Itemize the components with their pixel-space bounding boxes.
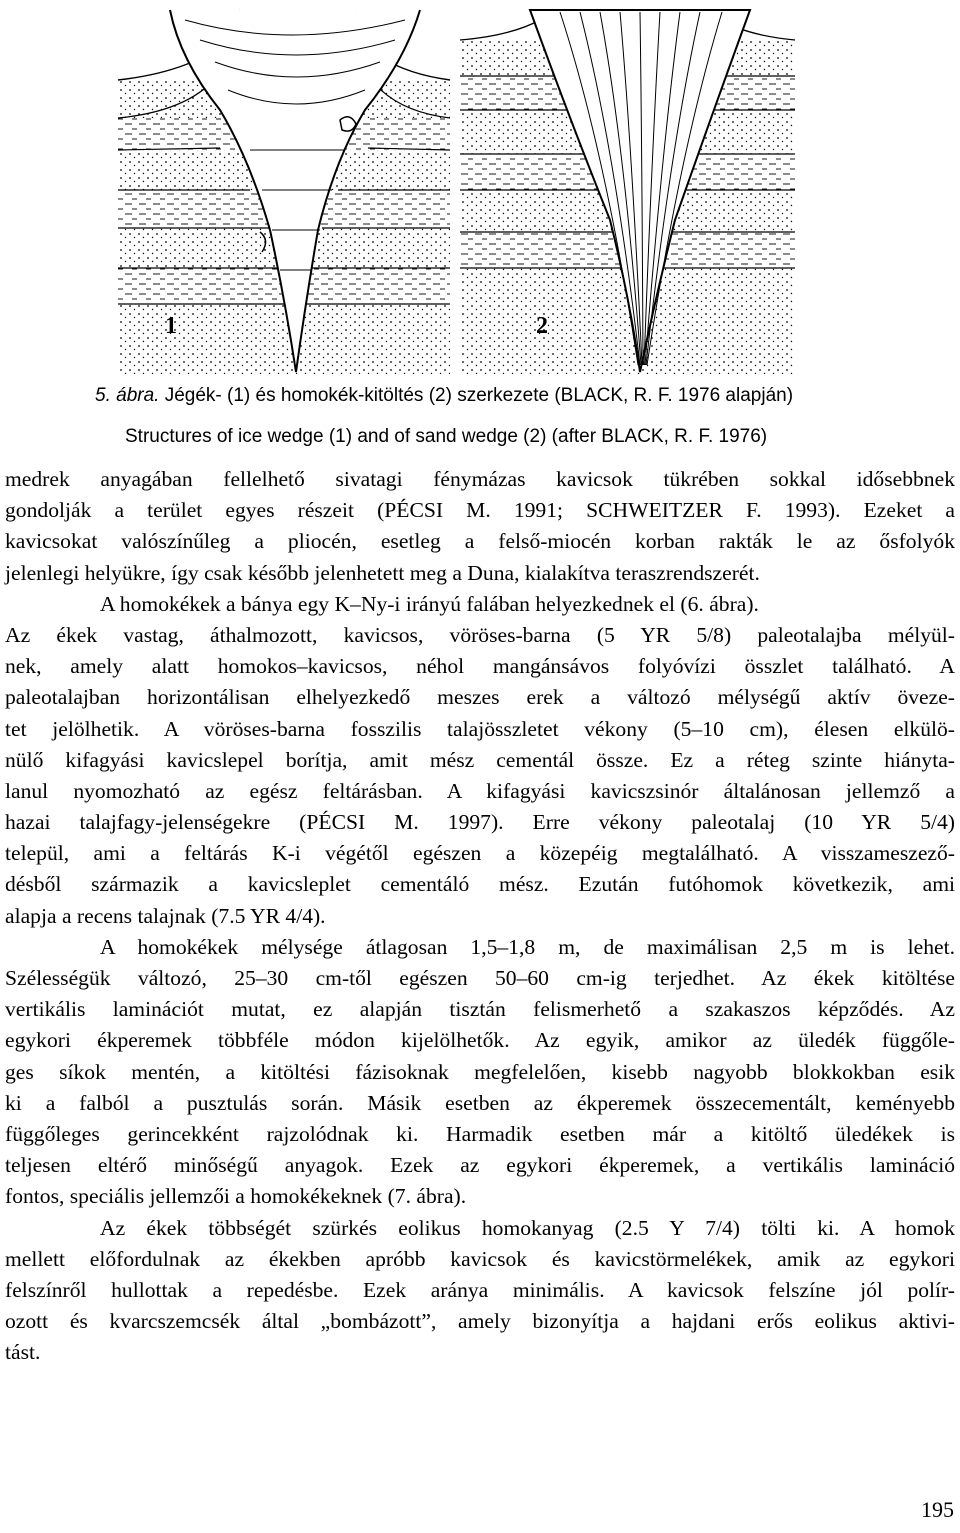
text-line: mellett előfordulnak az ékekben apróbb kavicsok és kavicstörmelékek, amik az egykori [5,1246,955,1271]
text-line: függőleges gerincekként rajzolódnak ki. Harmadik esetben már a kitöltő üledékek is [5,1121,955,1146]
text-line: nülő kifagyási kavicslepel borítja, amit mész cementál össze. Ez a réteg szinte hiányta- [5,747,955,772]
caption-hungarian-text: Jégék- (1) és homokék-kitöltés (2) szerkezete (BLACK, R. F. 1976 alapján) [159,385,794,406]
text-line: Szélességük változó, 25–30 cm-től egészen 50–60 cm-ig terjedhet. Az ékek kitöltése [5,966,955,991]
text-line: lanul nyomozható az egész feltárásban. A kifagyási kavicszsinór általánosan jellemző a [5,778,955,803]
paragraph-1 [5,464,955,589]
text-line: teljesen eltérő minőségű anyagok. Ezek az egykori ékperemek, a vertikális lamináció [5,1153,955,1178]
text-line: gondolják a terület egyes részeit (PÉCSI M. 1991; SCHWEITZER F. 1993). Ezeket a [5,498,955,523]
text-line: A homokékek mélysége átlagosan 1,5–1,8 m, de maximálisan 2,5 m is lehet. [100,934,955,959]
text-line: alapja a recens talajnak (7.5 YR 4/4). [5,903,326,928]
text-line: A homokékek a bánya egy K–Ny-i irányú falában helyezkednek el (6. ábra). [100,591,759,616]
text-line: nek, amely alatt homokos–kavicsos, néhol mangánsávos folyóvízi összlet található. A [5,654,955,679]
text-line: tást. [5,1340,41,1365]
text-line: medrek anyagában fellelhető sivatagi fénymázas kavicsok tükrében sokkal idősebbnek [5,467,955,491]
panel-2-label: 2 [536,313,548,339]
text-line: hazai talajfagy-jelenségekre (PÉCSI M. 1997). Erre vékony paleotalaj (10 YR 5/4) [5,810,955,835]
body-text [5,464,955,1369]
page-number: 195 [921,1497,954,1522]
text-line: települ, ami a feltárás K-i végétől egészen a közepéig megtalálható. A visszameszező- [5,841,955,866]
wedge-figure [110,0,800,378]
sand-wedge-panel [460,8,795,374]
paragraph-3 [5,932,955,1213]
paragraph-2 [5,589,955,932]
text-line: egykori ékperemek többféle módon kijelölhetők. Az egyik, amikor az üledék függőle- [5,1028,955,1053]
panel-1-label: 1 [165,313,177,339]
figure-caption-hungarian [0,384,960,408]
text-line: tet jelölhetik. A vöröses-barna fosszilis talajösszletet vékony (5–10 cm), élesen elkülö- [5,716,955,741]
text-line: Az ékek többségét szürkés eolikus homokanyag (2.5 Y 7/4) tölti ki. A homok [100,1215,955,1240]
text-line: jelenlegi helyükre, így csak később jelenhetett meg a Duna, kialakítva teraszrendszerét. [5,560,760,585]
text-line: ozott és kvarcszemcsék által „bombázott”, amely bizonyítja a hajdani erős eolikus aktivi- [5,1309,955,1334]
text-line: vertikális laminációt mutat, ez alapján tisztán felismerhető a szakaszos képződés. Az [5,997,955,1022]
figure-caption-english: Structures of ice wedge (1) and of sand wedge (2) (after BLACK, R. F. 1976) [125,426,768,447]
text-line: ges síkok mentén, a kitöltési fázisoknak megfelelően, kisebb nagyobb blokkokban esik [5,1059,955,1084]
text-line: paleotalajban horizontálisan elhelyezkedő meszes erek a változó mélységű aktív öveze- [5,685,955,710]
text-line: Az ékek vastag, áthalmozott, kavicsos, vöröses-barna (5 YR 5/8) paleotalajba mélyül- [5,622,955,647]
text-line: ki a falból a pusztulás során. Másik esetben az ékperemek összecementált, keményebb [5,1090,955,1115]
text-line: désből származik a kavicsleplet cementáló mész. Ezután futóhomok következik, ami [5,872,955,897]
paragraph-4 [5,1213,955,1369]
caption-figure-number: 5. ábra. [95,385,160,406]
text-line: fontos, speciális jellemzői a homokékeknek (7. ábra). [5,1184,467,1209]
text-line: felszínről hullottak a repedésbe. Ezek aránya minimális. A kavicsok felszíne jól polír- [5,1277,955,1302]
text-line: kavicsokat valószínűleg a pliocén, esetleg a felső-miocén korban rakták le az ősfolyók [5,529,955,554]
wedge-illustration [110,0,800,378]
